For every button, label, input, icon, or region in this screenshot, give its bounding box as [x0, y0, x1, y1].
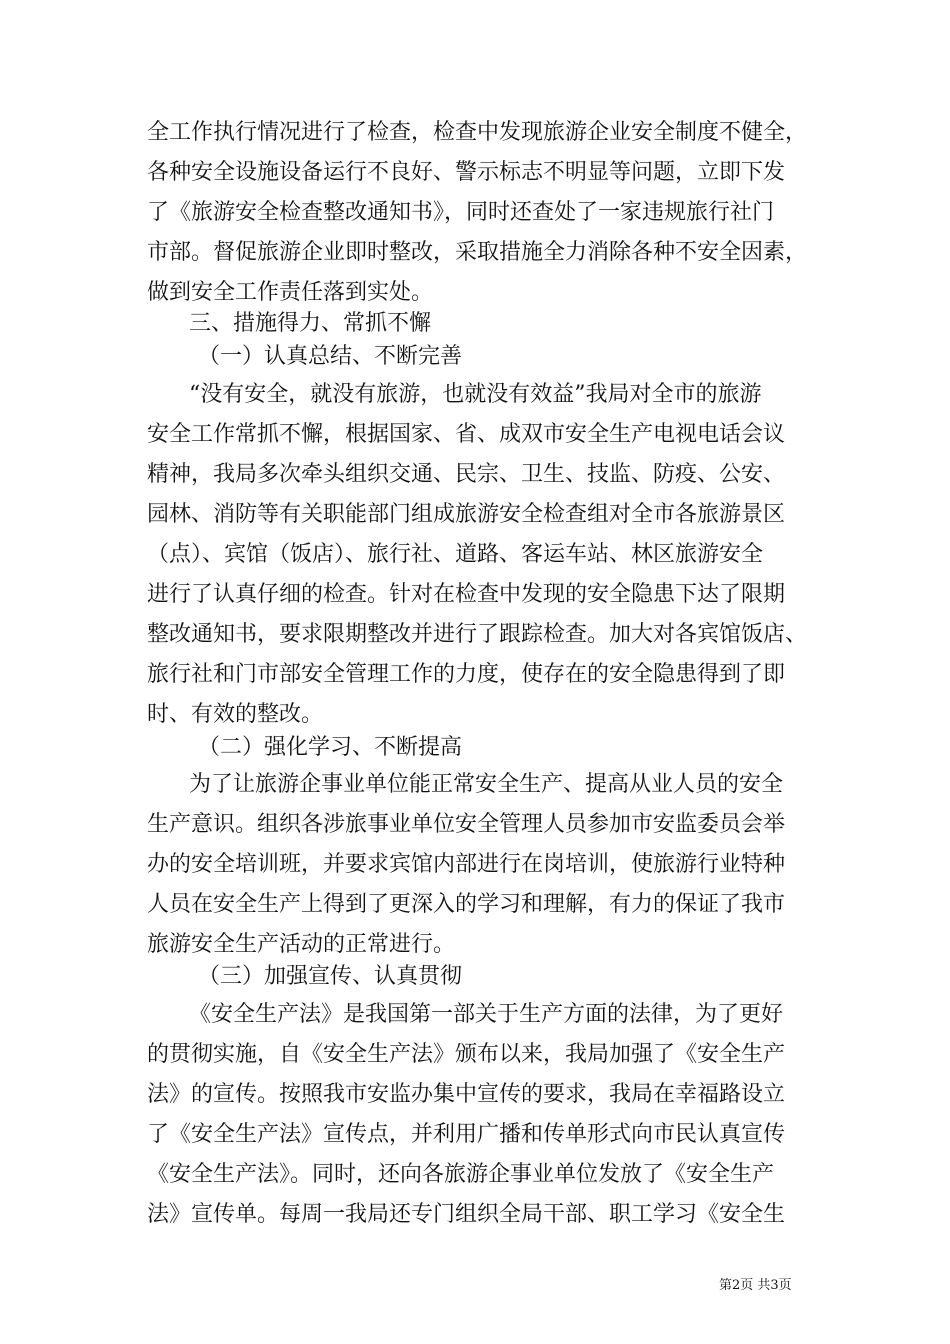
- text-line: 的贯彻实施，自《安全生产法》颁布以来，我局加强了《安全生产: [147, 1042, 786, 1067]
- subsection-heading: （三）加强宣传、认真贯彻: [198, 964, 463, 989]
- text-line: 法》的宣传。按照我市安监办集中宣传的要求，我局在幸福路设立: [147, 1082, 786, 1107]
- text-line: 了《旅游安全检查整改通知书》，同时还查处了一家违规旅行社门: [147, 200, 775, 225]
- text-line: “没有安全，就没有旅游，也就没有效益”我局对全市的旅游: [189, 382, 762, 407]
- text-line: 办的安全培训班，并要求宾馆内部进行在岗培训，使旅游行业特种: [147, 852, 786, 877]
- text-line: 旅行社和门市部安全管理工作的力度，使存在的安全隐患得到了即: [147, 662, 786, 687]
- text-line: 全工作执行情况进行了检查，检查中发现旅游企业安全制度不健全，: [147, 120, 808, 145]
- text-line: 安全工作常抓不懈，根据国家、省、成双市安全生产电视电话会议: [147, 422, 786, 447]
- text-line: 旅游安全生产活动的正常进行。: [147, 932, 456, 957]
- text-line: 《安全生产法》。同时，还向各旅游企事业单位发放了《安全生产: [147, 1162, 775, 1187]
- text-line: （点）、宾馆（饭店）、旅行社、道路、客运车站、林区旅游安全: [147, 542, 764, 567]
- text-line: 法》宣传单。每周一我局还专门组织全局干部、职工学习《安全生: [147, 1202, 786, 1227]
- section-heading: 三、措施得力、常抓不懈: [189, 311, 432, 336]
- text-line: 《安全生产法》是我国第一部关于生产方面的法律，为了更好: [189, 1002, 784, 1027]
- text-line: 整改通知书，要求限期整改并进行了跟踪检查。加大对各宾馆饭店、: [147, 622, 808, 647]
- text-line: 进行了认真仔细的检查。针对在检查中发现的安全隐患下达了限期: [147, 582, 786, 607]
- subsection-heading: （二）强化学习、不断提高: [198, 735, 463, 760]
- text-line: 园林、消防等有关职能部门组成旅游安全检查组对全市各旅游景区: [147, 502, 786, 527]
- text-line: 各种安全设施设备运行不良好、警示标志不明显等问题，立即下发: [147, 160, 786, 185]
- text-line: 人员在安全生产上得到了更深入的学习和理解，有力的保证了我市: [147, 892, 786, 917]
- text-line: 时、有效的整改。: [147, 702, 324, 727]
- subsection-heading: （一）认真总结、不断完善: [198, 344, 463, 369]
- text-line: 精神，我局多次牵头组织交通、民宗、卫生、技监、防疫、公安、: [147, 462, 786, 487]
- text-line: 为了让旅游企事业单位能正常安全生产、提高从业人员的安全: [189, 772, 784, 797]
- page-number: 第2页 共3页: [719, 1278, 792, 1293]
- text-line: 了《安全生产法》宣传点，并利用广播和传单形式向市民认真宣传: [147, 1122, 786, 1147]
- text-line: 市部。督促旅游企业即时整改，采取措施全力消除各种不安全因素，: [147, 240, 808, 265]
- text-line: 生产意识。组织各涉旅事业单位安全管理人员参加市安监委员会举: [147, 812, 786, 837]
- text-line: 做到安全工作责任落到实处。: [147, 280, 434, 305]
